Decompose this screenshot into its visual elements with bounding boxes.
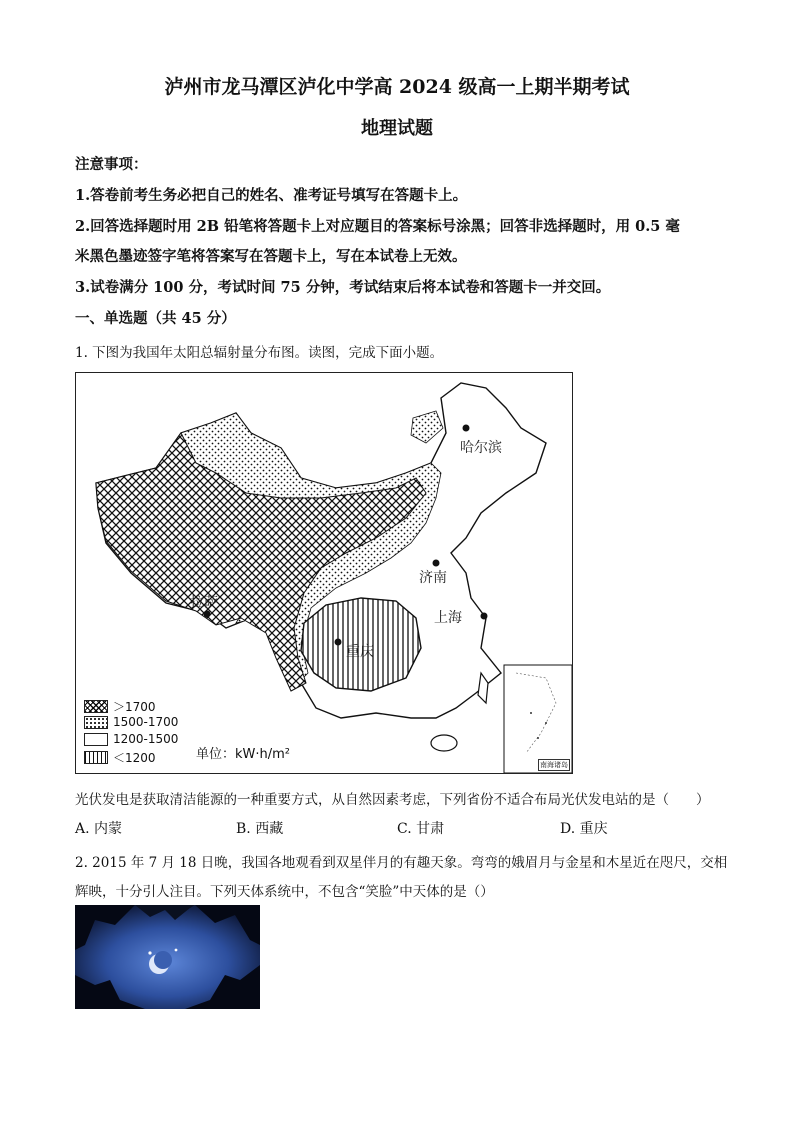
exam-subject: 地理试题 (361, 118, 433, 139)
zone-1500-1700-ne (411, 411, 443, 443)
legend-label-1200-1500: 1200-1500 (113, 732, 179, 746)
harbin-dot (463, 425, 470, 432)
question-2-line-1: 2. 2015 年 7 月 18 日晚，我国各地观看到双星伴月的有趣天象。弯弯的娥眉月与金星和木星近在咫尺，交相 (75, 855, 728, 871)
shanghai-dot (481, 613, 488, 620)
city-label-harbin: 哈尔滨 (460, 440, 502, 456)
city-label-chongqing: 重庆 (346, 644, 374, 660)
map-unit: 单位：kW·h/m² (196, 747, 291, 762)
legend-dot-swatch (84, 716, 108, 729)
note-item-2-line-1: 2.回答选择题时用 2B 铅笔将答题卡上对应题目的答案标号涂黑；回答非选择题时，用 0.5 毫 (75, 218, 680, 235)
solar-radiation-map (75, 372, 573, 774)
legend-label-under-1200: ＜1200 (113, 751, 156, 765)
option-d: D. 重庆 (560, 821, 608, 837)
option-c: C. 甘肃 (397, 821, 445, 837)
option-b: B. 西藏 (236, 821, 284, 837)
section-heading: 一、单选题（共 45 分） (75, 310, 236, 327)
jinan-dot (433, 560, 440, 567)
hainan-island (431, 735, 457, 751)
inset-label: 南海诸岛 (540, 761, 568, 769)
legend-blank-swatch (84, 733, 108, 746)
city-label-jinan: 济南 (419, 570, 447, 586)
question-2-line-2: 辉映，十分引人注目。下列天体系统中，不包含“笑脸”中天体的是（） (75, 884, 494, 900)
chongqing-dot (335, 639, 342, 646)
legend-crosshatch-swatch (84, 700, 108, 713)
note-item-3: 3.试卷满分 100 分，考试时间 75 分钟，考试结束后将本试卷和答题卡一并交回。 (75, 279, 611, 296)
legend-label-1500-1700: 1500-1700 (113, 715, 179, 729)
question-1-stem: 1. 下图为我国年太阳总辐射量分布图。读图，完成下面小题。 (75, 345, 444, 361)
question-1-text: 光伏发电是获取清洁能源的一种重要方式，从自然因素考虑，下列省份不适合布局光伏发电站的是（ ） (75, 792, 710, 808)
legend-1500-1700 (84, 715, 178, 729)
legend-vline-swatch (84, 751, 108, 764)
south-sea-inset (504, 665, 572, 773)
option-a: A. 内蒙 (75, 821, 123, 837)
legend-label-over-1700: ＞1700 (113, 700, 156, 714)
city-label-shanghai: 上海 (434, 610, 462, 626)
notes-heading: 注意事项： (75, 156, 148, 173)
note-item-2-line-2: 米黑色墨迹签字笔将答案写在答题卡上，写在本试卷上无效。 (75, 248, 467, 265)
moon-smiley-photo (75, 905, 260, 1009)
night-sky-image (75, 905, 260, 1009)
city-label-lhasa: 拉萨 (190, 595, 218, 611)
legend-over-1700 (84, 698, 156, 715)
legend-1200-1500 (84, 732, 178, 746)
note-item-1: 1.答卷前考生务必把自己的姓名、准考证号填写在答题卡上。 (75, 187, 468, 204)
legend-under-1200 (84, 749, 156, 766)
exam-title: 泸州市龙马潭区泸化中学高 2024 级高一上期半期考试 (164, 76, 630, 98)
